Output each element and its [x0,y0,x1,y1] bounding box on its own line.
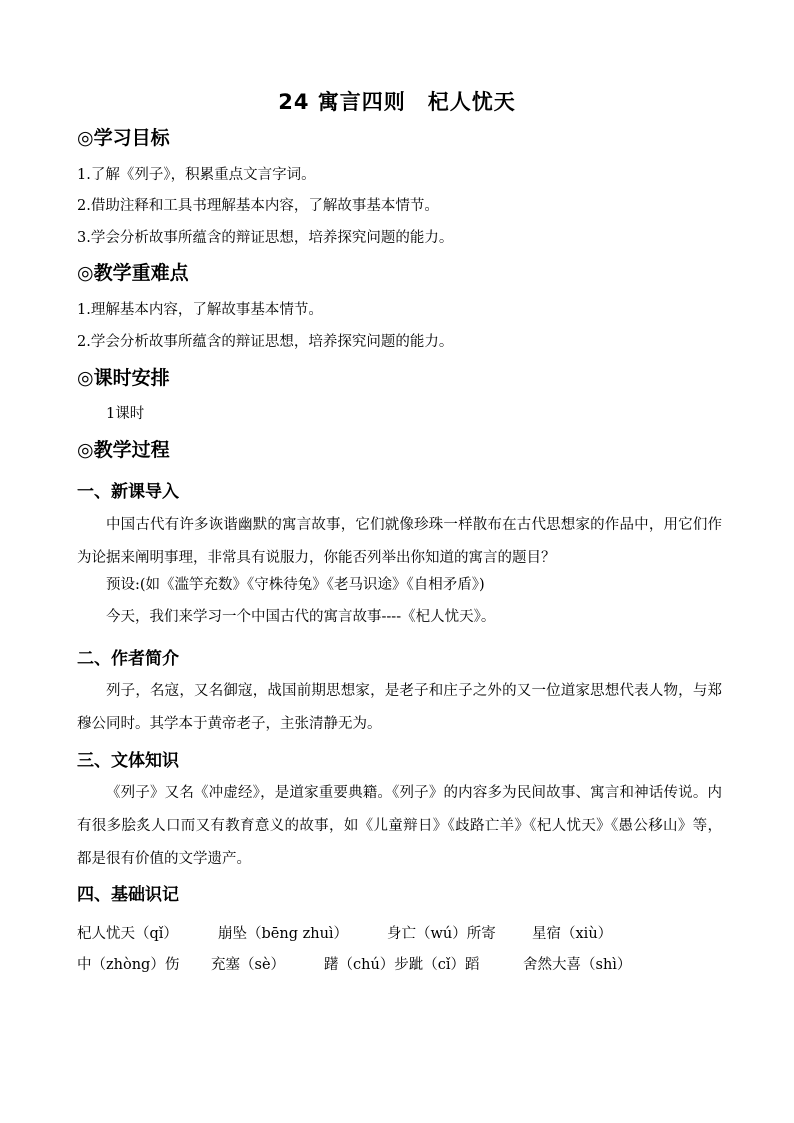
intro-paragraph: 中国古代有许多诙谐幽默的寓言故事，它们就像珍珠一样散布在古代思想家的作品中，用它们作为论据来阐明事理，非常具有说服力，你能否列举出你知道的寓言的题目？ [77,517,722,566]
vocab-item: 崩坠（bēng zhuì） [218,926,349,942]
objective-item: 3.学会分析故事所蕴含的辩证思想，培养探究问题的能力。 [77,230,454,246]
objective-item: 1.了解《列子》，积累重点文言字词。 [77,167,316,183]
heading-keypoints: ◎教学重难点 [77,262,189,284]
intro-preset: 预设:(如《滥竽充数》《守株待兔》《老马识途》《自相矛盾》) [106,577,485,593]
heading-genre: 三、文体知识 [77,751,179,771]
intro-today: 今天，我们来学习一个中国古代的寓言故事----《杞人忧天》。 [106,609,496,625]
keypoint-item: 2.学会分析故事所蕴含的辩证思想，培养探究问题的能力。 [77,334,454,350]
vocab-item: 身亡（wú）所寄 [387,926,496,942]
heading-schedule: ◎课时安排 [77,367,170,389]
heading-process: ◎教学过程 [77,439,170,461]
page-title: 24 寓言四则 杞人忧天 [278,90,516,114]
vocab-item: 舍然大喜（shì） [523,957,632,973]
heading-author: 二、作者简介 [77,649,179,669]
vocab-item: 星宿（xiù） [532,926,613,942]
schedule-text: 1课时 [106,406,145,422]
vocab-item: 躇（chú）步跐（cǐ）蹈 [324,957,480,973]
genre-paragraph: 《列子》又名《冲虚经》，是道家重要典籍。《列子》的内容多为民间故事、寓言和神话传说。内有很多脍炙人口而又有教育意义的故事，如《儿童辩日》《歧路亡羊》《杞人忧天》《愚公移山》等，都是很有价值的文学遗产。 [77,785,722,867]
author-paragraph: 列子，名寇，又名御寇，战国前期思想家，是老子和庄子之外的又一位道家思想代表人物，与郑穆公同时。其学本于黄帝老子，主张清静无为。 [77,683,722,732]
heading-objectives: ◎学习目标 [77,127,170,149]
objective-item: 2.借助注释和工具书理解基本内容，了解故事基本情节。 [77,198,439,214]
keypoint-item: 1.理解基本内容，了解故事基本情节。 [77,302,323,318]
vocab-item: 充塞（sè） [211,957,286,973]
vocab-item: 中（zhòng）伤 [77,957,180,973]
heading-basics: 四、基础识记 [77,885,179,905]
vocab-item: 杞人忧天（qǐ） [77,926,178,942]
heading-intro: 一、新课导入 [77,482,179,502]
